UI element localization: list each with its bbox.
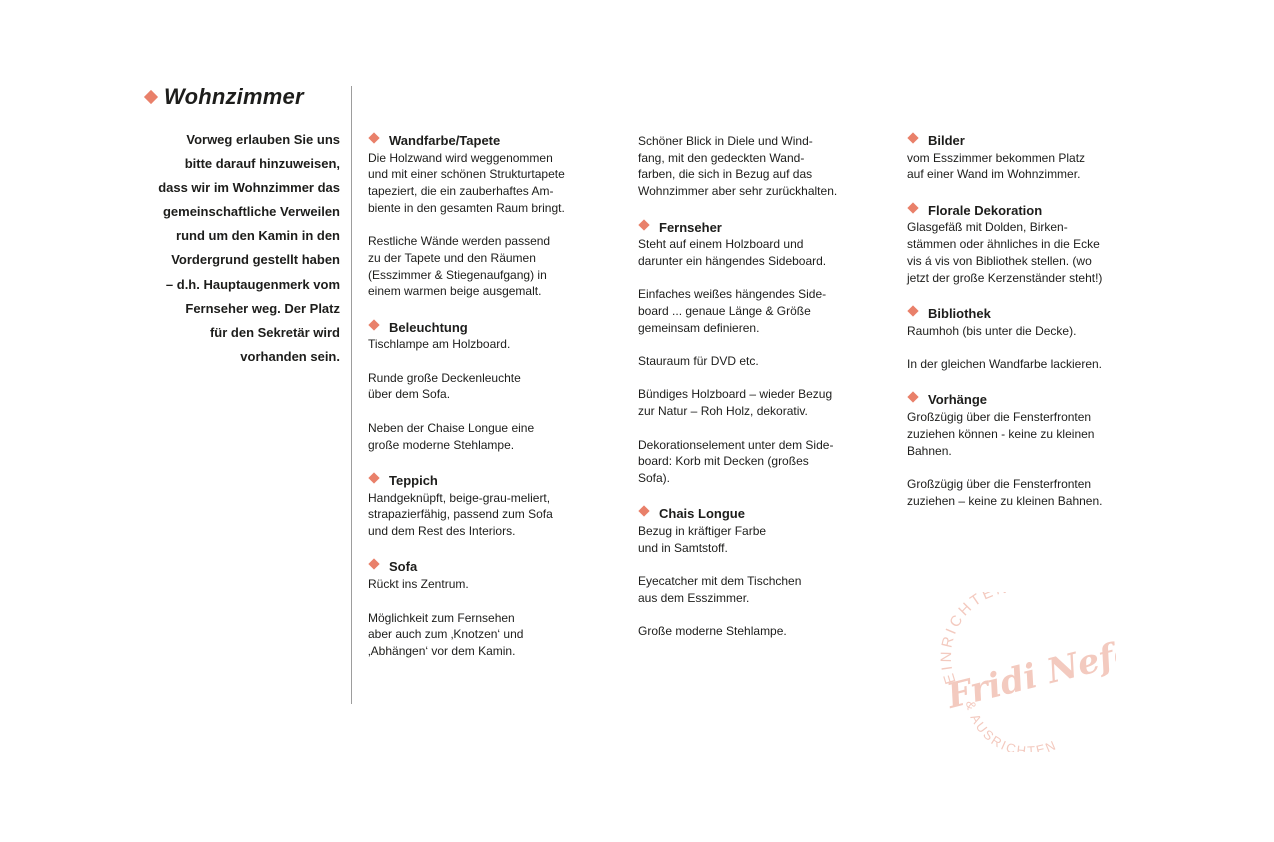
column-3 [907,130,1147,509]
column-1 [368,130,608,660]
intro-text: Vorweg erlauben Sie uns bitte darauf hinzuweisen, dass wir im Wohnzimmer das gemeinschaftliche Verweilen rund um den Kamin in den Vordergrund gestellt haben – d.h. Hauptaugenmerk vom Fernseher weg. Der Platz für den Sekretär wird vorhanden sein. [158,132,340,364]
section-paragraph: Steht auf einem Holzboard und darunter ein hängendes Sideboard. [638,237,827,268]
section-heading: Bilder [907,133,1147,150]
section-paragraph: Bezug in kräftiger Farbe und in Samtstoff. [638,524,767,555]
diamond-bullet-icon [368,559,379,570]
logo-stamp [926,592,1116,752]
section-paragraph: Glasgefäß mit Dolden, Birken- stämmen oder ähnliches in die Ecke vis á vis von Bibliothek stellen. (wo jetzt der große Kerzenständer steht!) [907,220,1103,285]
section-paragraph: Rückt ins Zentrum. [368,577,469,592]
section-wandfarbe [368,133,608,300]
section-fernseher [638,220,878,487]
section-bilder [907,133,1147,183]
section-paragraph: Stauraum für DVD etc. [638,354,759,369]
section-paragraph: Runde große Deckenleuchte über dem Sofa. [368,370,521,402]
diamond-bullet-icon [638,219,649,230]
section-paragraph: Möglichkeit zum Fernsehen aber auch zum ‚Knotzen‘ und ‚Abhängen‘ vor dem Kamin. [368,610,524,658]
section-paragraph: vom Esszimmer bekommen Platz auf einer Wand im Wohnzimmer. [907,150,1086,182]
section-paragraph: Die Holzwand wird weggenommen und mit einer schönen Strukturtapete tapeziert, die ein zauberhaftes Am- biente in den gesamten Raum bringt. [368,150,565,215]
section-blick [638,133,878,200]
stamp-top-text: EINRICHTE [937,592,999,686]
section-florale-dekoration [907,203,1147,287]
svg-text:& AUSRICHTEN [963,699,1060,752]
section-teppich [368,473,608,540]
logo-stamp-graphic [926,592,1116,752]
stamp-bottom-text: & AUSRICHTEN [962,699,1060,752]
section-heading: Vorhänge [907,392,1147,409]
stamp-name-text: Fridi Nefe [943,631,1116,717]
section-paragraph: Schöner Blick in Diele und Wind- fang, mit den gedeckten Wand- farben, die sich in Bezug auf das Wohnzimmer aber sehr zurückhalten. [638,134,838,199]
section-heading: Teppich [368,473,608,490]
diamond-bullet-icon [368,319,379,330]
section-heading: Florale Dekoration [907,203,1147,220]
diamond-bullet-icon [368,472,379,483]
section-heading: Beleuchtung [368,320,608,337]
diamond-bullet-icon [907,132,918,143]
section-heading: Bibliothek [907,306,1147,323]
section-paragraph: In der gleichen Wandfarbe lackieren. [907,357,1102,372]
page-title: Wohnzimmer [164,84,304,109]
section-heading: Wandfarbe/Tapete [368,133,608,150]
section-paragraph: Bündiges Holzboard – wieder Bezug zur Natur – Roh Holz, dekorativ. [638,387,833,419]
diamond-bullet-icon [907,305,918,316]
section-paragraph: Einfaches weißes hängendes Side- board ... genaue Länge & Größe gemeinsam definieren. [638,287,827,335]
diamond-bullet-icon [144,90,158,104]
section-paragraph: Große moderne Stehlampe. [638,624,787,639]
section-heading: Sofa [368,559,608,576]
diamond-bullet-icon [368,132,379,143]
diamond-bullet-icon [907,392,918,403]
diamond-bullet-icon [638,506,649,517]
vertical-divider [351,86,352,704]
section-paragraph: Restliche Wände werden passend zu der Tapete und den Räumen (Esszimmer & Stiegenaufgang) in einem warmen beige ausgemalt. [368,234,551,299]
section-paragraph: Großzügig über die Fensterfronten zuziehen können - keine zu kleinen Bahnen. [907,410,1095,458]
section-paragraph: Handgeknüpft, beige-grau-meliert, strapazierfähig, passend zum Sofa und dem Rest des Interiors. [368,490,553,539]
section-paragraph: Dekorationselement unter dem Side- board: Korb mit Decken (großes Sofa). [638,437,834,485]
section-sofa [368,559,608,659]
section-paragraph: Neben der Chaise Longue eine große moderne Stehlampe. [368,420,535,452]
section-vorhaenge [907,392,1147,509]
section-paragraph: Großzügig über die Fensterfronten zuziehen – keine zu kleinen Bahnen. [907,476,1103,508]
column-2 [638,130,878,640]
section-paragraph: Raumhoh (bis unter die Decke). [907,323,1077,338]
section-paragraph: Tischlampe am Holzboard. [368,337,511,352]
section-bibliothek [907,306,1147,373]
section-heading: Chais Longue [638,506,878,523]
section-heading: Fernseher [638,220,878,237]
diamond-bullet-icon [907,202,918,213]
section-chais-longue [638,506,878,640]
section-paragraph: Eyecatcher mit dem Tischchen aus dem Esszimmer. [638,574,802,605]
section-beleuchtung [368,320,608,454]
